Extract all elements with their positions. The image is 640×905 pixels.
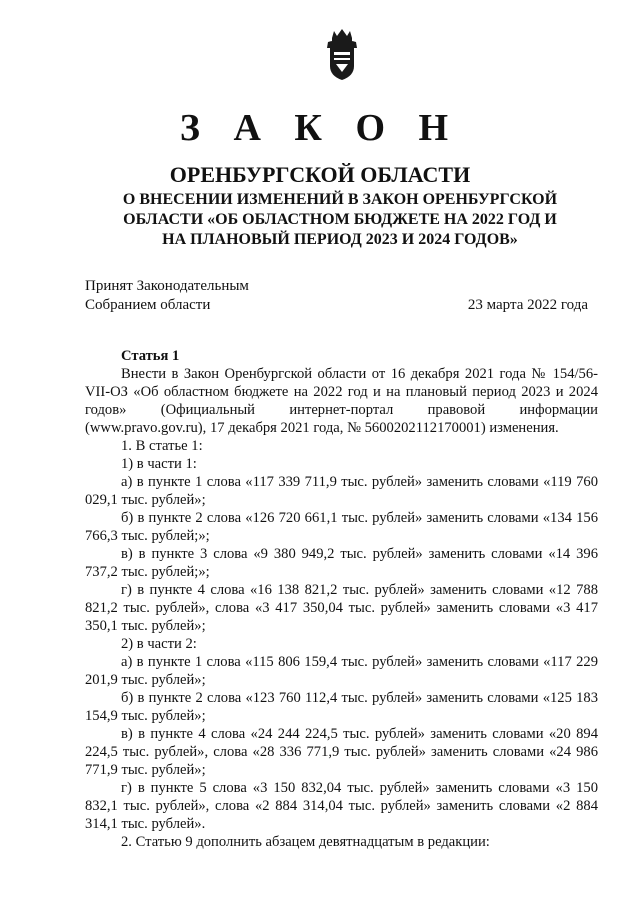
article-paragraph: а) в пункте 1 слова «115 806 159,4 тыс. рублей» заменить словами «117 229 201,9 тыс. рублей»; bbox=[85, 654, 598, 688]
document-title: З А К О Н bbox=[179, 107, 461, 149]
article-paragraph: г) в пункте 5 слова «3 150 832,04 тыс. рублей» заменить словами «3 150 832,1 тыс. рублей», слова «2 884 314,04 тыс. рублей» заменить словами «2 884 314,1 тыс. рублей». bbox=[85, 780, 598, 832]
coat-of-arms-emblem bbox=[324, 28, 360, 82]
article-paragraph: б) в пункте 2 слова «123 760 112,4 тыс. рублей» заменить словами «125 183 154,9 тыс. рублей»; bbox=[85, 690, 598, 724]
region-title: ОРЕНБУРГСКОЙ ОБЛАСТИ bbox=[169, 162, 471, 187]
adoption-block bbox=[85, 277, 249, 315]
law-subtitle: О ВНЕСЕНИИ ИЗМЕНЕНИЙ В ЗАКОН ОРЕНБУРГСКОЙ ОБЛАСТИ «ОБ ОБЛАСТНОМ БЮДЖЕТЕ НА 2022 ГОД И НА ПЛАНОВЫЙ ПЕРИОД 2023 И 2024 ГОДОВ» bbox=[122, 191, 558, 248]
adoption-date: 23 марта 2022 года bbox=[467, 297, 588, 313]
article-paragraph: 2) в части 2: bbox=[121, 636, 197, 652]
article-paragraph: Внести в Закон Оренбургской области от 16 декабря 2021 года № 154/56-VII-ОЗ «Об областном бюджете на 2022 год и на плановый период 2023 и 2024 годов» (Официальный интернет-портал правовой информации (www.pravo.gov.ru), 17 декабря 2021 года, № 5600202112170001) изменения. bbox=[85, 366, 598, 436]
article-paragraph: 1) в части 1: bbox=[121, 456, 197, 472]
article-paragraph: в) в пункте 4 слова «24 244 224,5 тыс. рублей» заменить словами «20 894 224,5 тыс. рублей», слова «28 336 771,9 тыс. рублей» заменить словами «24 986 771,9 тыс. рублей»; bbox=[85, 726, 598, 778]
article-paragraph: 1. В статье 1: bbox=[121, 438, 203, 454]
article-paragraph: в) в пункте 3 слова «9 380 949,2 тыс. рублей» заменить словами «14 396 737,2 тыс. рублей;»; bbox=[85, 546, 598, 580]
article-paragraph: б) в пункте 2 слова «126 720 661,1 тыс. рублей» заменить словами «134 156 766,3 тыс. рублей;»; bbox=[85, 510, 598, 544]
article-1 bbox=[85, 347, 598, 851]
article-paragraph: г) в пункте 4 слова «16 138 821,2 тыс. рублей» заменить словами «12 788 821,2 тыс. рублей», слова «3 417 350,04 тыс. рублей» заменить словами «3 417 350,1 тыс. рублей»; bbox=[85, 582, 598, 634]
article-paragraph: 2. Статью 9 дополнить абзацем девятнадцатым в редакции: bbox=[121, 834, 490, 850]
article-paragraph: а) в пункте 1 слова «117 339 711,9 тыс. рублей» заменить словами «119 760 029,1 тыс. рублей»; bbox=[85, 474, 598, 508]
adoption-line-2: Собранием области bbox=[85, 297, 211, 313]
adoption-line-1: Принят Законодательным bbox=[85, 278, 249, 294]
article-heading: Статья 1 bbox=[121, 348, 180, 364]
